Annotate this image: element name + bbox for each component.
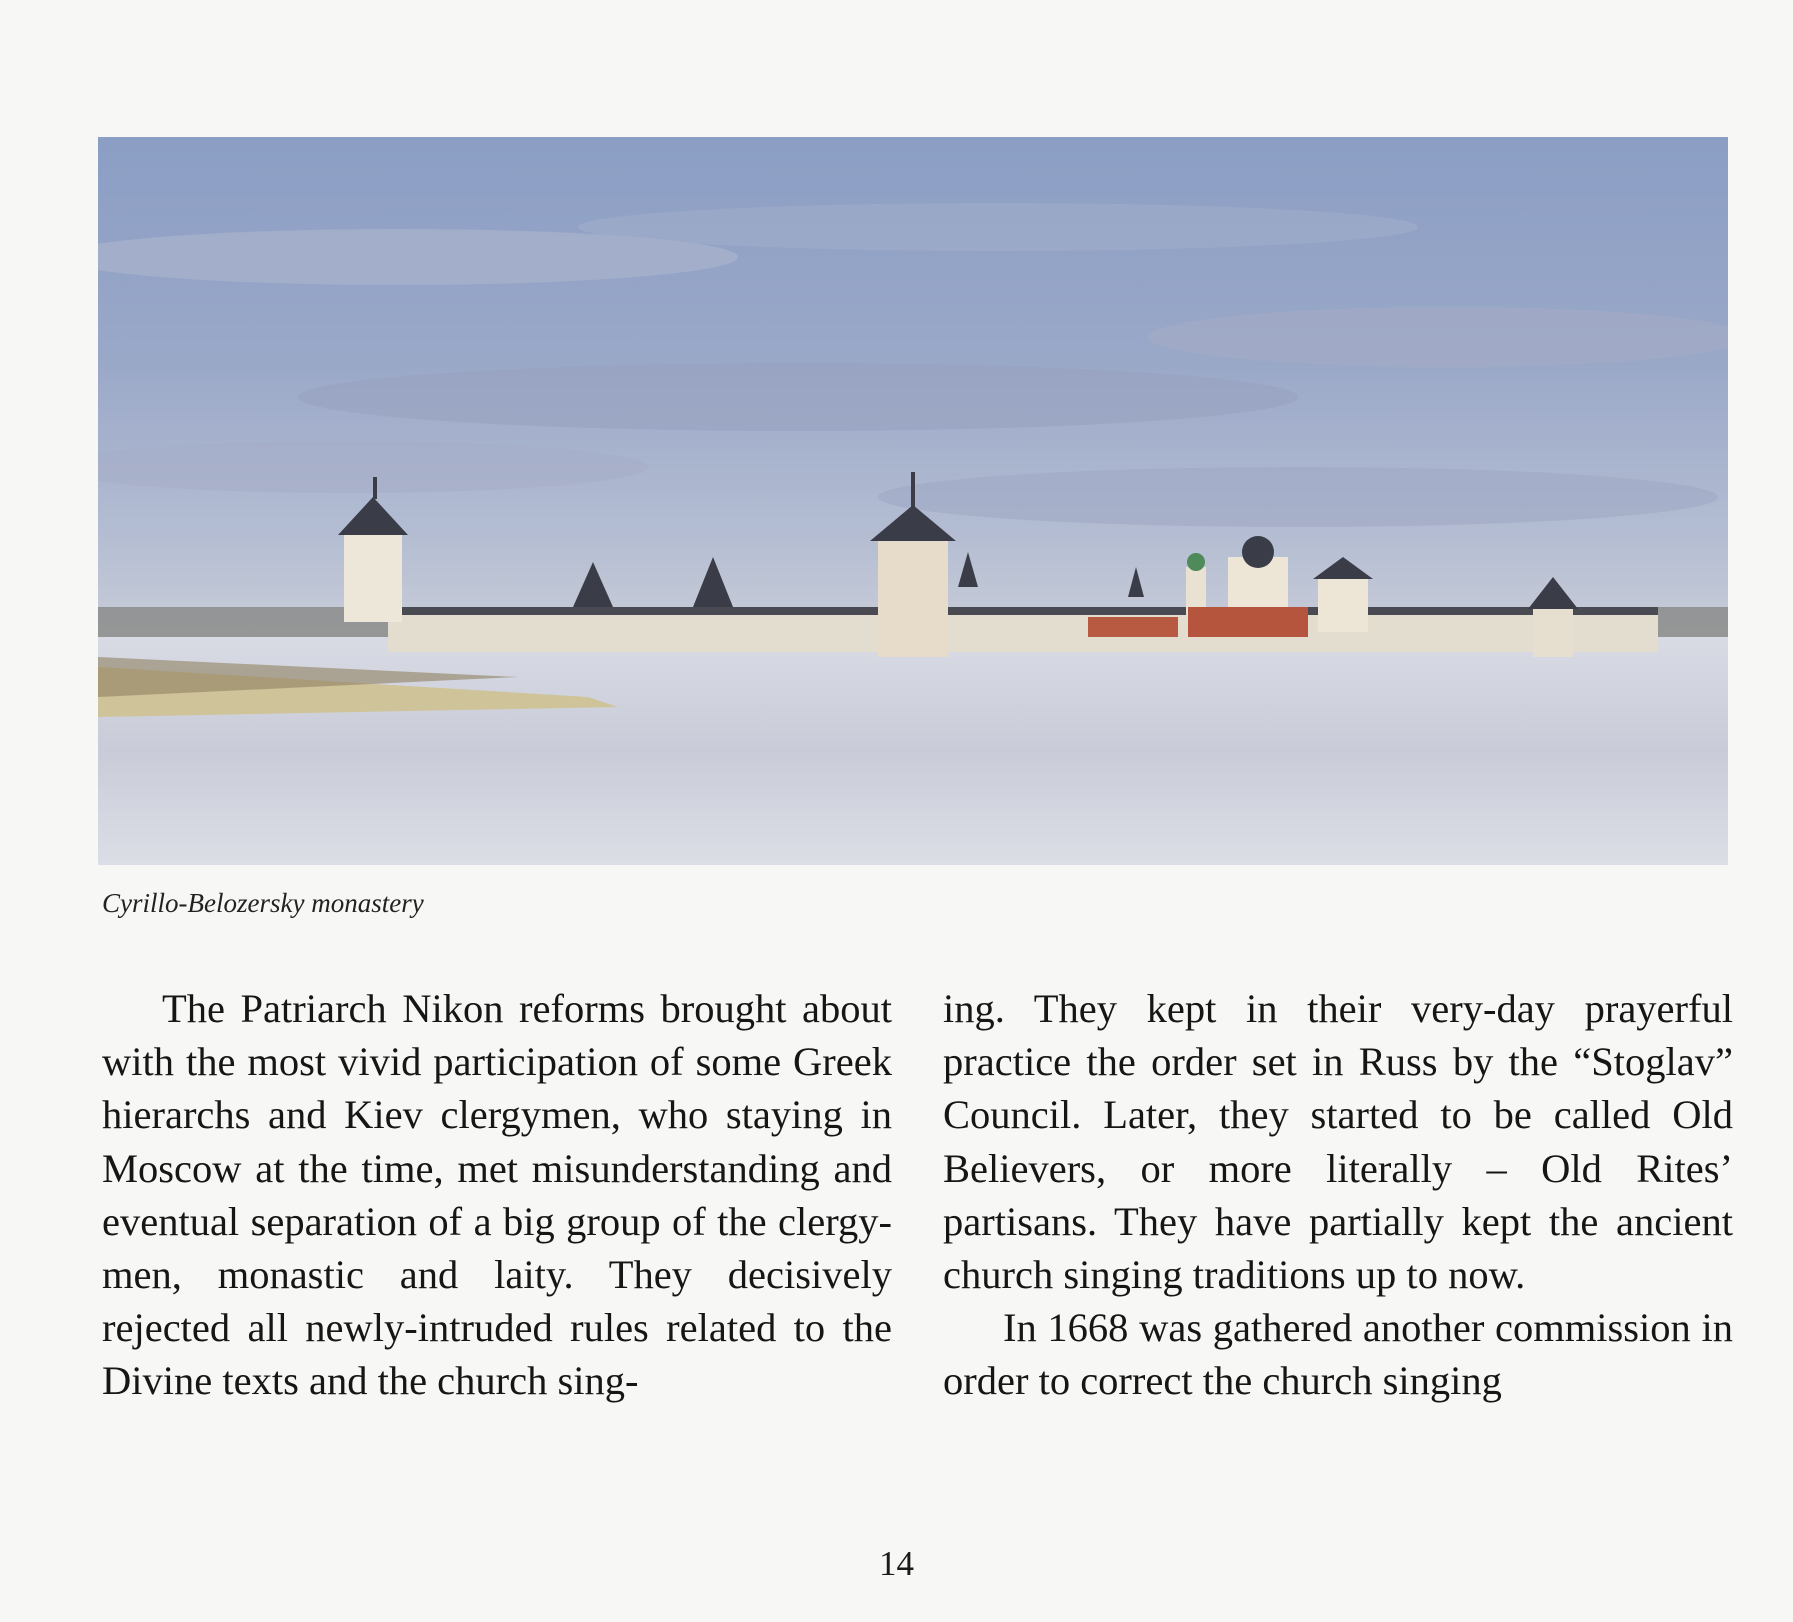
paragraph: The Patriarch Nikon reforms brought about with the most vivid participation of some Greek hierarchs and Kiev clergymen, who staying in Moscow at the time, met misunderstanding and eventual separation of a big group of the clergymen, monastic and laity. They decisively rejected all newly-intruded rules related to the Divine texts and the church sing- (102, 986, 892, 1404)
paragraph: ing. They kept in their very-day prayerful practice the order set in Russ by the “Stoglav” Council. Later, they started to be called Old Believers, or more literally – Old Rites’ partisans. They have partially kept the ancient church singing traditions up to now. (943, 986, 1733, 1298)
text-column-left (102, 982, 892, 1408)
paragraph: In 1668 was gathered another commission in order to correct the church singing (943, 1305, 1733, 1404)
page-number: 14 (879, 1544, 914, 1583)
text-column-right (943, 982, 1733, 1408)
photo-caption: Cyrillo-Belozersky monastery (102, 888, 424, 918)
monastery-photo (98, 137, 1728, 865)
